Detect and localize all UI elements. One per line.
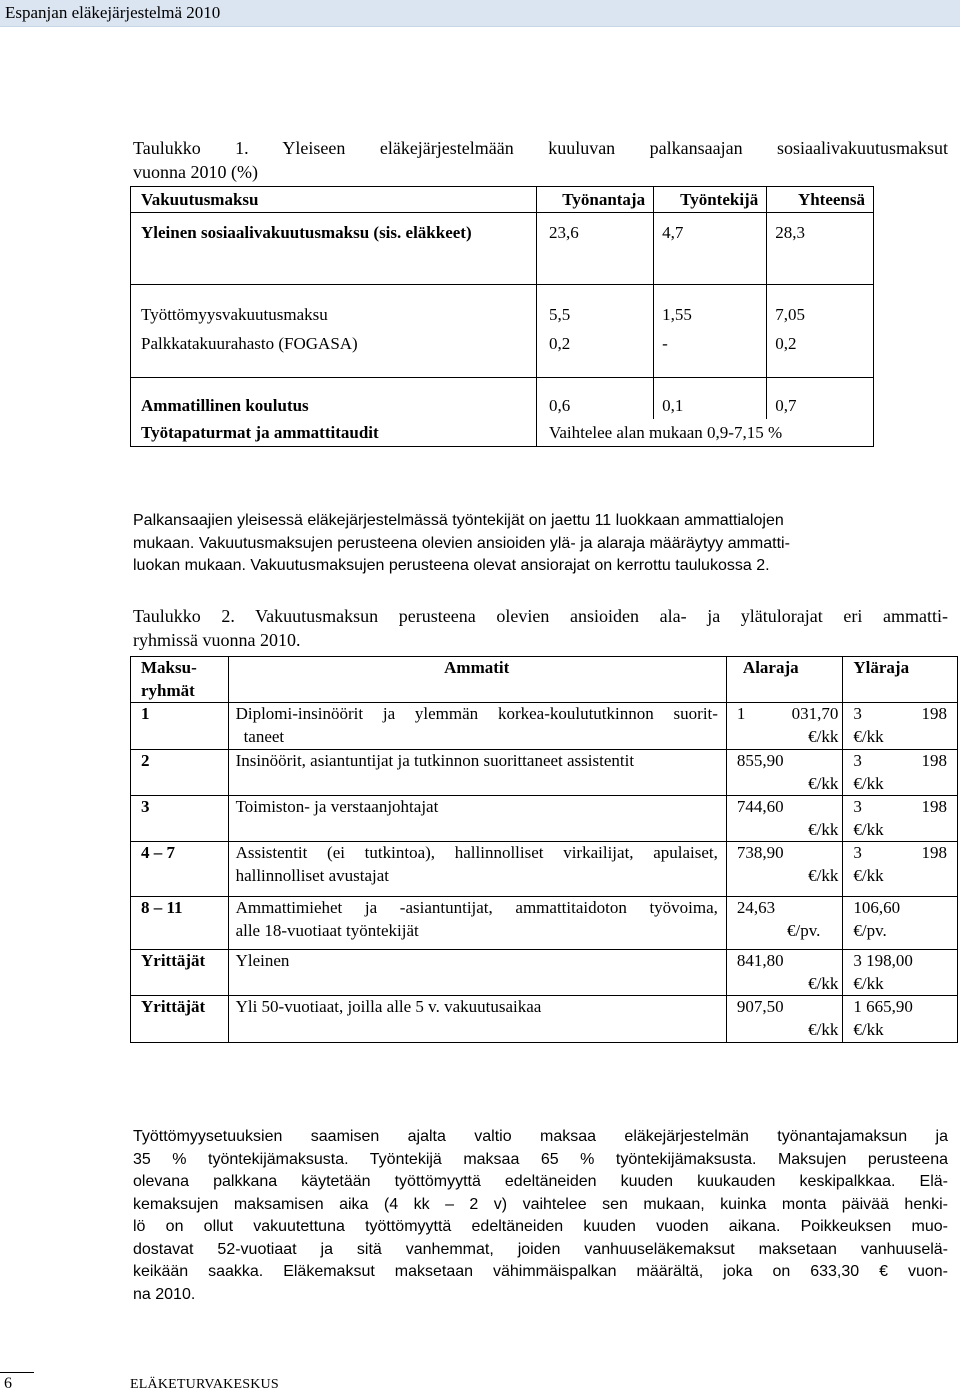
table-row bbox=[131, 213, 874, 285]
row-name: Palkkatakuurahasto (FOGASA) bbox=[131, 328, 537, 378]
running-header-bar bbox=[0, 0, 960, 27]
table-row bbox=[131, 419, 874, 447]
row-group: 4 – 7 bbox=[131, 842, 229, 897]
row-upper: 3 198 €/kk bbox=[843, 842, 958, 897]
table-row bbox=[131, 950, 958, 996]
page-number: 6 bbox=[4, 1375, 12, 1392]
row-total: 28,3 bbox=[767, 213, 874, 285]
table2-caption: Taulukko 2. Vakuutusmaksun perusteena olevien ansioiden ala- ja ylätulorajat eri ammatti- ryhmissä vuonna 2010. bbox=[133, 606, 948, 650]
row-upper: 3 198 €/kk bbox=[843, 796, 958, 842]
table-row bbox=[131, 796, 958, 842]
row-upper: 106,60 €/pv. bbox=[843, 897, 958, 950]
row-total: 7,05 bbox=[767, 285, 874, 329]
row-upper: 3 198 €/kk bbox=[843, 750, 958, 796]
row-occupations: Toimiston- ja verstaanjohtajat bbox=[228, 796, 726, 842]
col-header-group: Maksu- ryhmät bbox=[131, 657, 229, 703]
row-employee: - bbox=[654, 328, 767, 378]
row-group: 2 bbox=[131, 750, 229, 796]
row-lower: 841,80 €/kk bbox=[726, 950, 842, 996]
table-row bbox=[131, 842, 958, 897]
row-occupations: Assistentit (ei tutkintoa), hallinnolliset virkailijat, apulaiset, hallinnolliset avustajat bbox=[228, 842, 726, 897]
table-row bbox=[131, 328, 874, 378]
row-employee: 0,1 bbox=[654, 378, 767, 420]
row-name: Työttömyysvakuutusmaksu bbox=[131, 285, 537, 329]
table-row bbox=[131, 996, 958, 1043]
col-header-employer: Työnantaja bbox=[536, 187, 653, 213]
table1-caption: Taulukko 1. Yleiseen eläkejärjestelmään kuuluvan palkansaajan sosiaalivakuutusmaksut vuonna 2010 (%) bbox=[133, 138, 948, 182]
row-name: Työtapaturmat ja ammattitaudit bbox=[131, 419, 537, 447]
row-upper: 3 198,00 €/kk bbox=[843, 950, 958, 996]
table-row bbox=[131, 897, 958, 950]
earnings-limits-table bbox=[130, 656, 958, 1043]
row-name: Yleinen sosiaalivakuutusmaksu (sis. eläkkeet) bbox=[131, 213, 537, 285]
contribution-table bbox=[130, 186, 874, 447]
row-lower: 1 031,70 €/kk bbox=[726, 703, 842, 750]
row-total: 0,7 bbox=[767, 378, 874, 420]
row-lower: 744,60 €/kk bbox=[726, 796, 842, 842]
row-group: Yrittäjät bbox=[131, 950, 229, 996]
row-employer: 5,5 bbox=[536, 285, 653, 329]
row-occupations: Insinöörit, asiantuntijat ja tutkinnon suorittaneet assistentit bbox=[228, 750, 726, 796]
row-upper: 1 665,90 €/kk bbox=[843, 996, 958, 1043]
footer-rule bbox=[0, 1372, 34, 1373]
row-name: Ammatillinen koulutus bbox=[131, 378, 537, 420]
table-header-row bbox=[131, 657, 958, 703]
col-header-occupations: Ammatit bbox=[228, 657, 726, 703]
row-lower: 24,63 €/pv. bbox=[726, 897, 842, 950]
row-employee: 1,55 bbox=[654, 285, 767, 329]
row-group: 1 bbox=[131, 703, 229, 750]
row-total: 0,2 bbox=[767, 328, 874, 378]
table-row bbox=[131, 378, 874, 420]
footer-publisher: ELÄKETURVAKESKUS bbox=[130, 1377, 279, 1392]
table-row bbox=[131, 285, 874, 329]
row-employer: 0,6 bbox=[536, 378, 653, 420]
paragraph-unemployment-benefits: Työttömyysetuuksien saamisen ajalta valtio maksaa eläkejärjestelmän työnantajamaksun ja 35 % työntekijämaksusta. Työntekijä maksaa 65 % työntekijämaksusta. Maksujen perusteena olevana palkkana käytetään työttömyyttä edeltäneiden kuuden kuukauden keskipalkkaa. Elä- kemaksujen maksamisen aika (4 kk – 2 v) vaihtelee sen mukaan, kuinka monta päivää henki- lö on ollut vakuutettuna työttömyyttä edeltäneiden kuuden vuoden aikana. Poikkeuksen muo- dostavat 52-vuotiaat ja sitä vanhemmat, joiden vanhuuseläkemaksut maksetaan vanhuuselä- keikään saakka. Eläkemaksut maksetaan vähimmäispalkan määrältä, joka on 633,30 € vuon- na 2010. bbox=[133, 1128, 948, 1303]
row-group: 8 – 11 bbox=[131, 897, 229, 950]
row-group: Yrittäjät bbox=[131, 996, 229, 1043]
col-header-total: Yhteensä bbox=[767, 187, 874, 213]
running-header-title: Espanjan eläkejärjestelmä 2010 bbox=[5, 3, 221, 22]
row-upper: 3 198 €/kk bbox=[843, 703, 958, 750]
col-header-employee: Työntekijä bbox=[654, 187, 767, 213]
row-occupations: Diplomi-insinöörit ja ylemmän korkea-koulututkinnon suorit- taneet bbox=[228, 703, 726, 750]
row-occupations: Yleinen bbox=[228, 950, 726, 996]
row-employer: 0,2 bbox=[536, 328, 653, 378]
col-header-upper: Yläraja bbox=[843, 657, 958, 703]
row-employee: 4,7 bbox=[654, 213, 767, 285]
row-lower: 855,90 €/kk bbox=[726, 750, 842, 796]
row-lower: 738,90 €/kk bbox=[726, 842, 842, 897]
row-occupations: Ammattimiehet ja -asiantuntijat, ammattitaidoton työvoima, alle 18-vuotiaat työntekijät bbox=[228, 897, 726, 950]
row-employer: 23,6 bbox=[536, 213, 653, 285]
row-merged-value: Vaihtelee alan mukaan 0,9-7,15 % bbox=[536, 419, 873, 447]
row-lower: 907,50 €/kk bbox=[726, 996, 842, 1043]
row-occupations: Yli 50-vuotiaat, joilla alle 5 v. vakuutusaikaa bbox=[228, 996, 726, 1043]
paragraph-contribution-classes: Palkansaajien yleisessä eläkejärjestelmässä työntekijät on jaettu 11 luokkaan ammattialojen mukaan. Vakuutusmaksujen perusteena olevien ansioiden ylä- ja alaraja määräytyy ammatti- luokan mukaan. Vakuutusmaksujen perusteena olevat ansiorajat on kerrottu taulukossa 2. bbox=[133, 512, 790, 574]
table-row bbox=[131, 703, 958, 750]
row-group: 3 bbox=[131, 796, 229, 842]
table-header-row bbox=[131, 187, 874, 213]
col-header-contribution: Vakuutusmaksu bbox=[131, 187, 537, 213]
col-header-lower: Alaraja bbox=[726, 657, 842, 703]
table-row bbox=[131, 750, 958, 796]
